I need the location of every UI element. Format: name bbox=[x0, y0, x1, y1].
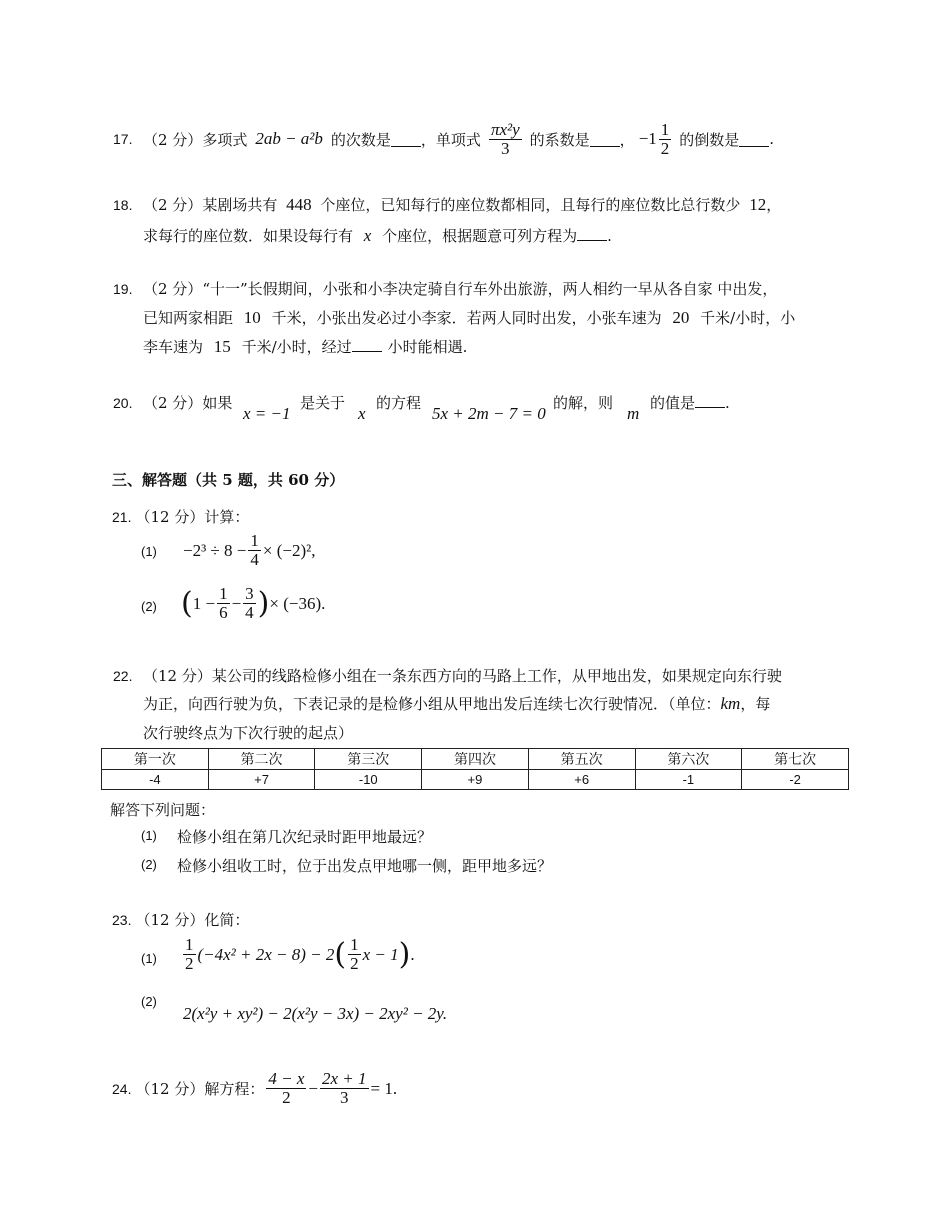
question-22 bbox=[113, 665, 782, 686]
question-text: ，每 bbox=[740, 695, 771, 713]
question-text: 化简： bbox=[204, 911, 250, 929]
question-19-line-2 bbox=[143, 307, 795, 328]
table-header-cell: 第六次 bbox=[635, 749, 742, 770]
answer-blank[interactable] bbox=[577, 226, 607, 241]
question-number: 24. bbox=[112, 1080, 132, 1097]
table-header-cell: 第二次 bbox=[208, 749, 315, 770]
table-header-row bbox=[102, 749, 849, 770]
fraction-numerator: 1 bbox=[219, 584, 228, 603]
fraction bbox=[266, 1070, 306, 1107]
math-number: 448 bbox=[286, 195, 312, 214]
fraction-denominator: 4 bbox=[250, 550, 259, 569]
question-text: 千米，小张出发必过小李家．若两人同时出发，小张车速为 bbox=[271, 309, 662, 327]
question-text: 个座位，已知每行的座位数都相同，且每行的座位数比总行数少 bbox=[320, 196, 741, 214]
fraction bbox=[348, 936, 361, 973]
part-label: (2) bbox=[141, 599, 157, 614]
answer-blank[interactable] bbox=[391, 132, 421, 147]
q21-part-2 bbox=[181, 585, 325, 622]
table-header-cell: 第七次 bbox=[742, 749, 849, 770]
math-expression: −2³ ÷ 8 − bbox=[183, 540, 247, 560]
math-variable: x bbox=[358, 404, 366, 423]
fraction-numerator: 2x + 1 bbox=[321, 1069, 367, 1088]
question-text: 是关于 bbox=[300, 394, 346, 412]
question-text: 求每行的座位数．如果设每行有 bbox=[143, 227, 354, 245]
fraction-denominator: 2 bbox=[660, 138, 670, 158]
question-24 bbox=[112, 1070, 397, 1107]
question-text: 计算： bbox=[204, 508, 250, 526]
question-number: 20. bbox=[113, 395, 133, 411]
table-header-cell: 第一次 bbox=[102, 749, 209, 770]
question-18 bbox=[113, 194, 781, 215]
question-text: 小时能相遇. bbox=[387, 338, 468, 356]
math-number: 12 bbox=[749, 195, 767, 214]
part-label: (1) bbox=[141, 544, 157, 559]
part-text: 检修小组在第几次纪录时距甲地最远？ bbox=[177, 828, 433, 846]
table-header-cell: 第五次 bbox=[528, 749, 635, 770]
question-score: （2 分） bbox=[143, 280, 203, 298]
open-paren: ( bbox=[334, 937, 347, 972]
fraction-denominator: 2 bbox=[350, 954, 359, 973]
question-text: 解方程： bbox=[204, 1080, 265, 1098]
table-cell: +9 bbox=[422, 770, 529, 790]
question-22-line-2 bbox=[143, 693, 770, 714]
fraction bbox=[183, 936, 196, 973]
question-score: （12 分） bbox=[135, 508, 205, 526]
math-expression: (−4x² + 2x − 8) − 2 bbox=[197, 944, 335, 964]
part-label: (2) bbox=[141, 994, 157, 1009]
math-number: 10 bbox=[243, 308, 261, 327]
answer-blank[interactable] bbox=[695, 393, 725, 408]
part-text: 检修小组收工时，位于出发点甲地哪一侧，距甲地多远？ bbox=[177, 857, 553, 875]
table-cell: +7 bbox=[208, 770, 315, 790]
question-22-line-3: 次行驶终点为下次行驶的起点） bbox=[143, 724, 354, 742]
q23-part-1 bbox=[181, 936, 415, 973]
fraction bbox=[217, 585, 230, 622]
math-operator: − bbox=[308, 1078, 318, 1098]
question-text: 的系数是 bbox=[529, 130, 590, 149]
question-text: 某公司的线路检修小组在一条东西方向的马路上工作，从甲地出发，如果规定向东行驶 bbox=[211, 667, 782, 685]
fraction bbox=[248, 532, 261, 569]
question-number: 21. bbox=[112, 509, 132, 525]
question-text: 的值是 bbox=[650, 394, 696, 412]
fraction-numerator: 1 bbox=[660, 119, 670, 139]
question-score: （2 分） bbox=[143, 130, 203, 149]
question-number: 17. bbox=[113, 131, 133, 147]
fraction bbox=[489, 121, 522, 158]
question-text: 千米/小时，小 bbox=[700, 309, 796, 327]
math-expression: 5x + 2m − 7 = 0 bbox=[432, 404, 546, 423]
fraction-numerator: 1 bbox=[250, 531, 259, 550]
table-cell: -1 bbox=[635, 770, 742, 790]
question-text: 的次数是 bbox=[330, 130, 391, 149]
question-text: “十一”长假期间，小张和小李决定骑自行车外出旅游，两人相约一早从各自家 中出发， bbox=[202, 280, 778, 298]
fraction-denominator: 3 bbox=[339, 1088, 349, 1107]
question-text: 已知两家相距 bbox=[143, 309, 234, 327]
question-number: 22. bbox=[113, 668, 133, 684]
question-19 bbox=[113, 278, 777, 299]
part-label: (1) bbox=[141, 828, 157, 843]
question-number: 18. bbox=[113, 197, 133, 213]
question-text: 如果 bbox=[202, 394, 233, 412]
question-text: 某剧场共有 bbox=[202, 196, 278, 214]
math-number: 15 bbox=[213, 337, 231, 356]
question-text: ， bbox=[766, 196, 782, 214]
math-variable: m bbox=[627, 404, 640, 423]
fraction bbox=[659, 121, 672, 158]
open-paren: ( bbox=[181, 586, 193, 621]
fraction-denominator: 4 bbox=[245, 603, 254, 622]
question-end: . bbox=[607, 227, 612, 245]
answer-intro: 解答下列问题： bbox=[110, 801, 216, 819]
question-text: ， bbox=[619, 130, 635, 149]
question-text: 的解，则 bbox=[553, 394, 614, 412]
table-cell: -10 bbox=[315, 770, 422, 790]
unit: km bbox=[720, 694, 741, 713]
table-row bbox=[102, 770, 849, 790]
table-header-cell: 第四次 bbox=[422, 749, 529, 770]
math-expression: × (−2)², bbox=[262, 540, 316, 560]
question-23 bbox=[112, 909, 249, 930]
question-text: 个座位，根据题意可列方程为 bbox=[382, 227, 578, 245]
fraction-numerator: 1 bbox=[185, 935, 194, 954]
table-cell: +6 bbox=[528, 770, 635, 790]
fraction bbox=[243, 585, 256, 622]
math-expression: . bbox=[410, 944, 415, 964]
question-17 bbox=[113, 118, 774, 160]
question-18-line-2 bbox=[143, 225, 612, 246]
fraction-denominator: 6 bbox=[219, 603, 228, 622]
math-variable: x bbox=[363, 226, 372, 245]
answer-blank[interactable] bbox=[352, 337, 382, 352]
question-end: . bbox=[725, 394, 730, 412]
q21-part-1 bbox=[183, 532, 315, 569]
fraction-numerator: 3 bbox=[245, 584, 254, 603]
question-text: ，单项式 bbox=[420, 130, 481, 149]
question-number: 19. bbox=[113, 281, 133, 297]
fraction-denominator: 2 bbox=[185, 954, 194, 973]
question-text: 的方程 bbox=[376, 394, 422, 412]
question-end: . bbox=[769, 130, 775, 148]
fraction-denominator: 2 bbox=[282, 1088, 291, 1107]
question-number: 23. bbox=[112, 912, 132, 928]
question-text: 为正，向西行驶为负，下表记录的是检修小组从甲地出发后连续七次行驶情况．（单位： bbox=[143, 695, 721, 713]
question-text: 的倒数是 bbox=[679, 130, 740, 149]
math-expression: −1 bbox=[638, 129, 657, 148]
close-paren: ) bbox=[398, 937, 411, 972]
math-number: 20 bbox=[672, 308, 690, 327]
part-label: (1) bbox=[141, 951, 157, 966]
math-expression: = 1. bbox=[370, 1078, 398, 1098]
fraction bbox=[320, 1070, 369, 1107]
question-20 bbox=[113, 392, 232, 413]
question-score: （12 分） bbox=[135, 911, 205, 929]
question-score: （12 分） bbox=[143, 667, 212, 685]
table-cell: -2 bbox=[742, 770, 849, 790]
close-paren: ) bbox=[257, 586, 270, 621]
question-text: 李车速为 bbox=[143, 338, 204, 356]
math-expression: x − 1 bbox=[362, 944, 399, 964]
answer-blank[interactable] bbox=[739, 132, 769, 147]
question-19-line-3 bbox=[143, 336, 467, 357]
fraction-denominator: 3 bbox=[501, 138, 510, 158]
math-operator: − bbox=[231, 593, 242, 613]
question-text: 多项式 bbox=[202, 130, 248, 149]
answer-blank[interactable] bbox=[590, 132, 620, 147]
travel-table bbox=[101, 748, 849, 790]
fraction-numerator: 1 bbox=[350, 935, 359, 954]
math-expression: 2(x²y + xy²) − 2(x²y − 3x) − 2xy² − 2y. bbox=[183, 1004, 448, 1023]
question-score: （2 分） bbox=[143, 394, 203, 412]
question-score: （2 分） bbox=[143, 196, 203, 214]
math-expression: 2ab − a²b bbox=[255, 129, 323, 148]
fraction-numerator: 4 − x bbox=[268, 1069, 305, 1088]
table-cell: -4 bbox=[102, 770, 209, 790]
math-expression: x = −1 bbox=[243, 404, 291, 423]
fraction-numerator: πx²y bbox=[490, 119, 520, 139]
math-expression: 1 − bbox=[192, 593, 216, 613]
question-20-end bbox=[650, 392, 730, 413]
math-expression: × (−36). bbox=[269, 593, 326, 613]
section-heading: 三、解答题（共 5 题，共 60 分） bbox=[112, 471, 345, 489]
part-label: (2) bbox=[141, 857, 157, 872]
question-21 bbox=[112, 506, 249, 527]
question-text: 千米/小时，经过 bbox=[241, 338, 352, 356]
question-score: （12 分） bbox=[135, 1080, 205, 1098]
table-header-cell: 第三次 bbox=[315, 749, 422, 770]
